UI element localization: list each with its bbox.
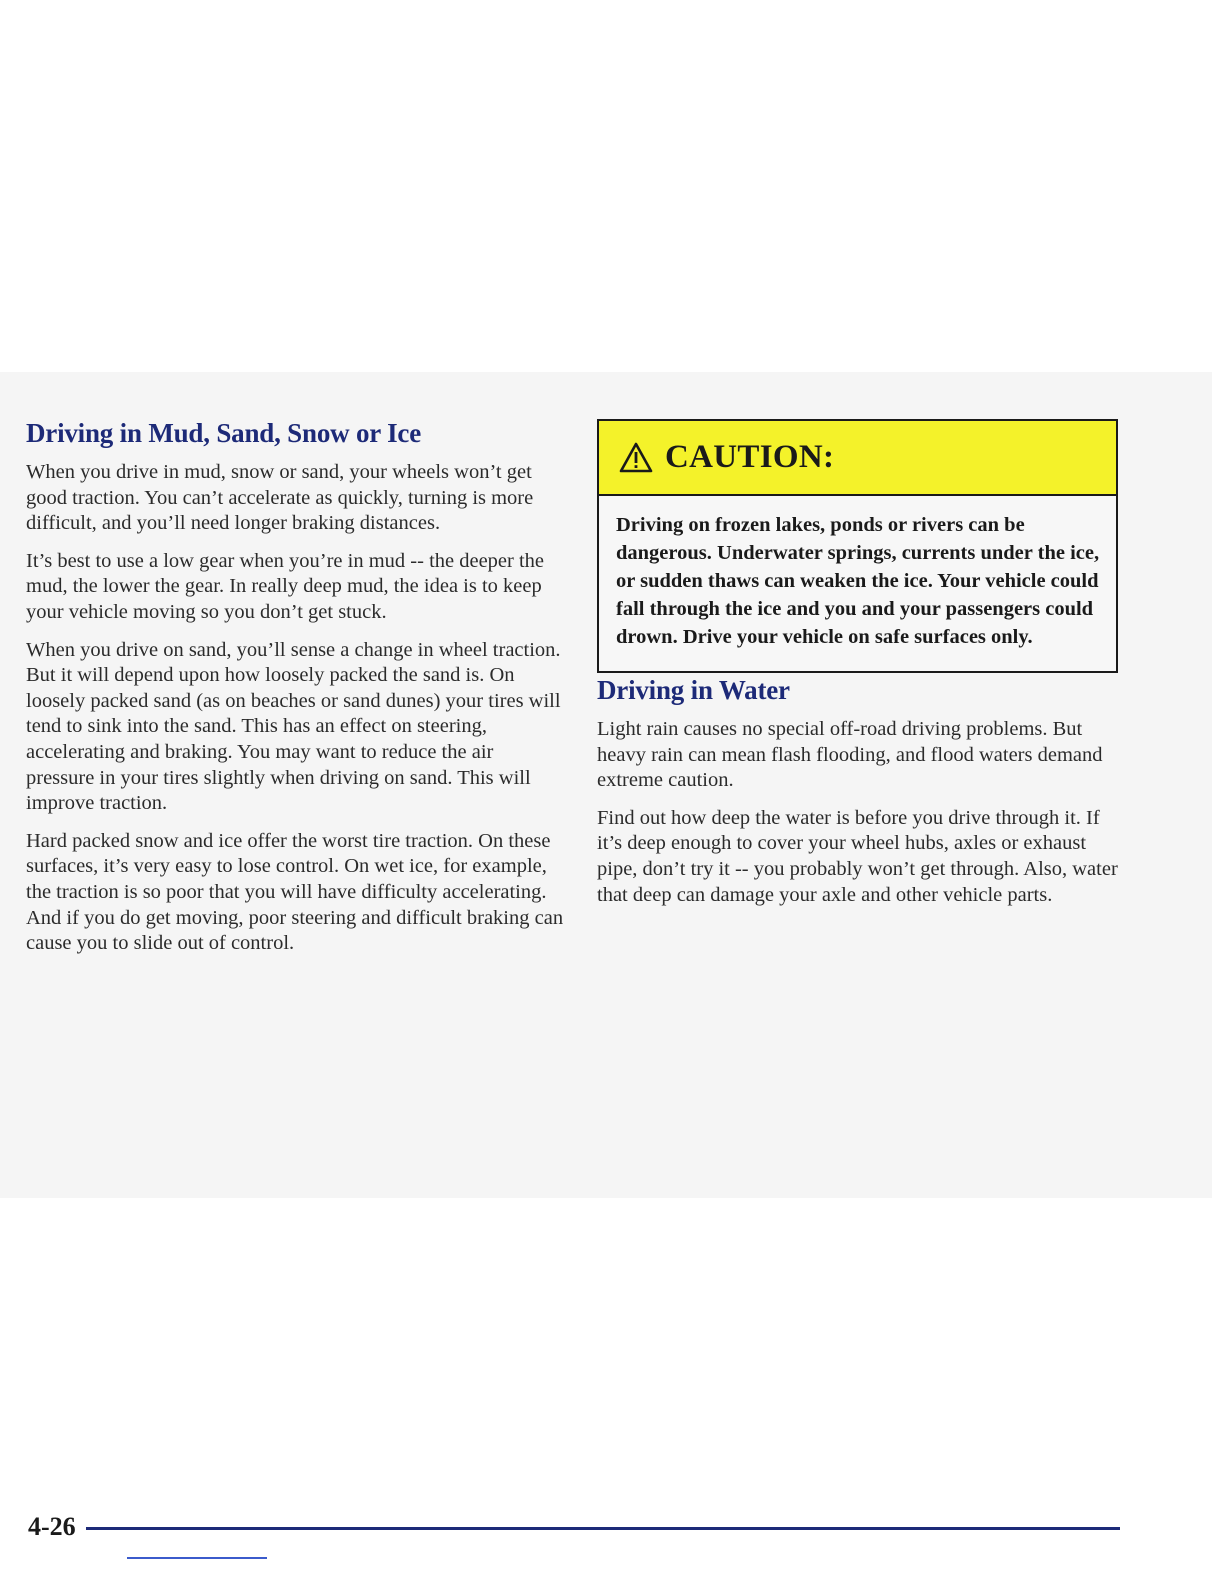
caution-box <box>597 419 1118 673</box>
caution-header <box>599 421 1116 496</box>
manual-page <box>0 372 1212 1541</box>
left-column <box>26 416 564 969</box>
paragraph: It’s best to use a low gear when you’re in mud -- the deeper the mud, the lower the gear. In really deep mud, the idea is to keep your vehicle moving so you don’t get stuck. <box>26 549 545 623</box>
link-underline <box>127 1557 267 1559</box>
paragraph: Light rain causes no special off-road driving problems. But heavy rain can mean flash flooding, and flood waters demand extreme caution. <box>597 718 1103 792</box>
right-column <box>597 419 1122 920</box>
section-title-driving-in-water: Driving in Water <box>597 675 790 705</box>
caution-text: Driving on frozen lakes, ponds or rivers can be dangerous. Underwater springs, currents under the ice, or sudden thaws can weaken the ice. Your vehicle could fall through the ice and you and your passengers could drown. Drive your vehicle on safe surfaces only. <box>616 514 1100 648</box>
paragraph: When you drive in mud, snow or sand, your wheels won’t get good traction. You can’t accelerate as quickly, turning is more difficult, and you’ll need longer braking distances. <box>26 461 534 535</box>
page-footer <box>28 1512 1120 1542</box>
warning-triangle-icon <box>619 442 653 474</box>
paragraph: When you drive on sand, you’ll sense a change in wheel traction. But it will depend upon how loosely packed the sand is. On loosely packed sand (as on beaches or sand dunes) your tires will tend to sink into the sand. This has an effect on steering, accelerating and braking. You may want to reduce the air pressure in your tires slightly when driving on sand. This will improve traction. <box>26 638 561 815</box>
footer-rule <box>86 1527 1120 1530</box>
paragraph: Hard packed snow and ice offer the worst tire traction. On these surfaces, it’s very easy to lose control. On wet ice, for example, the traction is so poor that you will have difficulty accelerating. And if you do get moving, poor steering and difficult braking can cause you to slide out of control. <box>26 829 564 955</box>
section-title-mud-sand-snow-ice: Driving in Mud, Sand, Snow or Ice <box>26 418 421 448</box>
paragraph: Find out how deep the water is before you drive through it. If it’s deep enough to cover your wheel hubs, axles or exhaust pipe, don’t try it -- you probably won’t get through. Also, water that deep can damage your axle and other vehicle parts. <box>597 806 1118 906</box>
caution-title: CAUTION: <box>665 439 835 475</box>
page-number: 4-26 <box>28 1512 76 1541</box>
